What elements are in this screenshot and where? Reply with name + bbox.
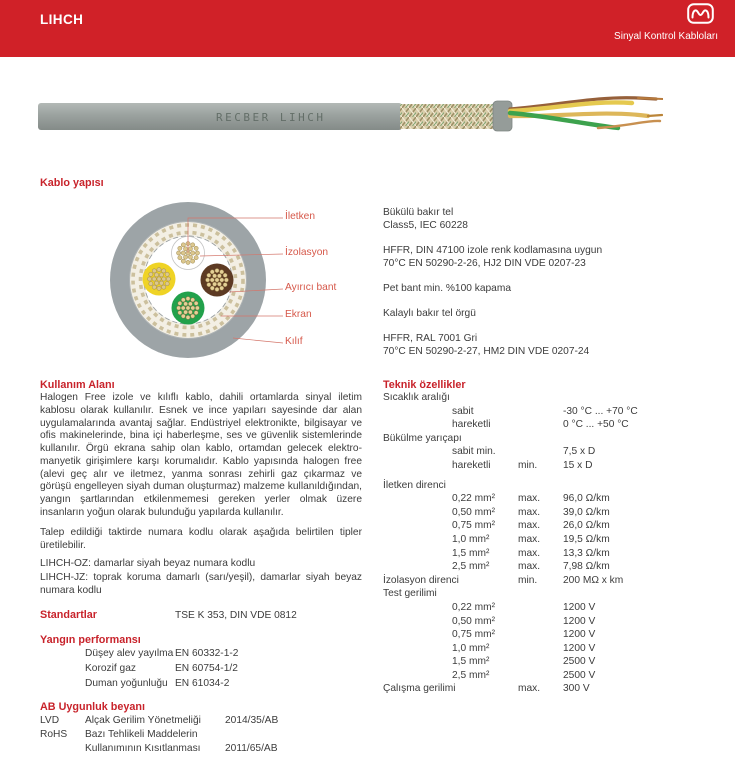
technical-heading: Teknik özellikler xyxy=(383,379,466,391)
cable-braid-shield xyxy=(400,104,495,129)
standards-value: TSE K 353, DIN VDE 0812 xyxy=(175,610,297,621)
wire-brown-copper-tip xyxy=(638,98,663,99)
variant-jz: LIHCH-JZ: toprak koruma damarlı (sarı/yeşil), damarlar siyah beyaz numara kodlu xyxy=(40,572,362,596)
construction-desc-conductor: Bükülü bakır tel Class5, IEC 60228 xyxy=(383,207,468,231)
tech-row: hareketli min. 15 x D xyxy=(452,459,593,471)
wire-yellow-copper-tip xyxy=(648,115,662,116)
construction-desc-sheath: HFFR, RAL 7001 Gri 70°C EN 50290-2-27, HM2 DIN VDE 0207-24 xyxy=(383,333,590,357)
standards-heading: Standartlar xyxy=(40,609,97,621)
page-header xyxy=(0,0,735,57)
cable-product-photo xyxy=(38,90,663,142)
diagram-label-sheath: Kılıf xyxy=(285,336,303,347)
eu-row: LVD Alçak Gerilim Yönetmeliği 2014/35/AB xyxy=(40,715,279,726)
diagram-label-conductor: İletken xyxy=(285,211,316,222)
construction-desc-insulation: HFFR, DIN 47100 izole renk kodlamasına uygun 70°C EN 50290-2-26, HJ2 DIN VDE 0207-23 xyxy=(383,245,603,269)
usage-paragraph-2: Talep edildiği taktirde numara kodlu olarak aşağıda belirtilen tipler üretilebilir. xyxy=(40,527,362,551)
tech-row: hareketli 0 °C ... +50 °C xyxy=(452,419,629,431)
construction-desc-screen: Kalaylı bakır tel örgü xyxy=(383,308,476,319)
tech-row: 0,22 mm² 1200 V xyxy=(452,601,596,613)
usage-paragraph: Halogen Free izole ve kılıflı kablo, dahili ortamlarda sinyal iletim kablosu olarak kullanılır. Esnek ve ince yapıları sayesinde dar alan uygulamalarında avantaj sağlar. Endüstriyel elektronikte, bilgisayar ve ofis makinelerinde, bina içi haberleşme, ses ve güvenlik sistemlerinde kullanılır. Örgü ekrana sahip olan kablo, ortamdan gelecek elektromanyetik girişimlere karşı korumalıdır. Kablo yapısında halogen free (alevi geç alır ve iletmez, yanma sonrası zehirli gaz çıkarmaz ve görüşü engelleyen siyah duman oluşturmaz) malzeme kullanıldığından, yangın şartlarından etkilenmemesi gereken yerler olmak üzere insanların yoğun olarak bulunduğu yapılarda kullanılır. xyxy=(40,392,362,518)
tech-row: 2,5 mm² max. 7,98 Ω/km xyxy=(452,561,610,573)
technical-table xyxy=(383,392,733,697)
tech-row: 1,0 mm² 1200 V xyxy=(452,642,596,654)
page-title: LIHCH xyxy=(40,12,84,27)
tech-row: 1,0 mm² max. 19,5 Ω/km xyxy=(452,533,610,545)
tech-row: sabit -30 °C ... +70 °C xyxy=(452,405,638,417)
recber-wave-logo-icon xyxy=(687,3,714,24)
cable-print-text: RECBER LIHCH xyxy=(216,111,326,124)
fire-row: Düşey alev yayılma EN 60332-1-2 xyxy=(85,648,239,659)
tech-row: 0,75 mm² 1200 V xyxy=(452,629,596,641)
variant-oz: LIHCH-OZ: damarlar siyah beyaz numara kodlu xyxy=(40,558,256,569)
tech-row: 0,50 mm² max. 39,0 Ω/km xyxy=(452,506,610,518)
tech-row: 0,75 mm² max. 26,0 Ω/km xyxy=(452,520,610,532)
eu-declaration-table xyxy=(40,715,362,757)
tech-row: Çalışma gerilimi max. 300 V xyxy=(383,683,590,695)
tech-row: Test gerilimi xyxy=(383,588,437,600)
eu-row: Kullanımının Kısıtlanması 2011/65/AB xyxy=(85,743,278,754)
tech-row: 1,5 mm² 2500 V xyxy=(452,656,596,668)
tech-row: 1,5 mm² max. 13,3 Ω/km xyxy=(452,547,610,559)
tech-row: Sıcaklık aralığı xyxy=(383,392,450,403)
diagram-label-separator-tape: Ayırıcı bant xyxy=(285,282,337,293)
eu-declaration-heading: AB Uygunluk beyanı xyxy=(40,701,145,713)
fire-performance-heading: Yangın performansı xyxy=(40,634,141,646)
usage-heading: Kullanım Alanı xyxy=(40,379,115,391)
fire-performance-table xyxy=(40,648,362,692)
eu-row: RoHS Bazı Tehlikeli Maddelerin xyxy=(40,729,198,740)
tech-row: 2,5 mm² 2500 V xyxy=(452,669,596,681)
diagram-label-insulation: İzolasyon xyxy=(285,247,329,258)
tech-row: İletken direnci xyxy=(383,479,446,491)
fire-row: Korozif gaz EN 60754-1/2 xyxy=(85,662,238,674)
category-subtitle: Sinyal Kontrol Kabloları xyxy=(614,31,718,42)
construction-heading: Kablo yapısı xyxy=(40,177,104,189)
tech-row: Bükülme yarıçapı xyxy=(383,432,462,444)
tech-row: 0,22 mm² max. 96,0 Ω/km xyxy=(452,493,610,505)
tech-row: 0,50 mm² 1200 V xyxy=(452,615,596,627)
construction-desc-separator-tape: Pet bant min. %100 kapama xyxy=(383,283,511,294)
fire-row: Duman yoğunluğu EN 61034-2 xyxy=(85,677,230,689)
diagram-label-screen: Ekran xyxy=(285,309,312,320)
standards-row xyxy=(40,609,362,621)
leader-kilif xyxy=(233,338,283,343)
tech-row: İzolasyon direnci min. 200 MΩ x km xyxy=(383,574,624,586)
tech-row: sabit min. 7,5 x D xyxy=(452,446,596,458)
